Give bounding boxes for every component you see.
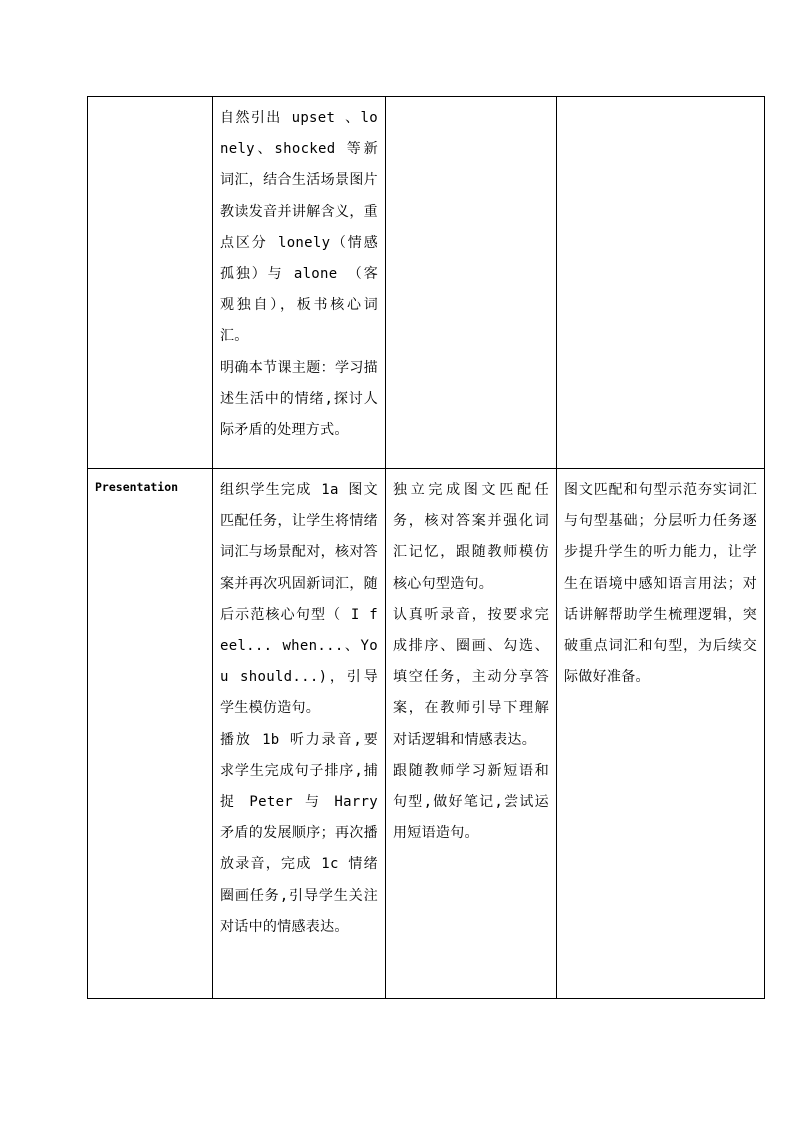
- student-activity-cell: [386, 469, 557, 999]
- teacher-activity-paragraph: 明确本节课主题：学习描述生活中的情绪,探讨人际矛盾的处理方式。: [220, 359, 378, 439]
- teacher-activity-paragraph: 播放 1b 听力录音,要求学生完成句子排序,捕捉 Peter 与 Harry 矛盾的发展顺序；再次播放录音，完成 1c 情绪圈画任务,引导学生关注对话中的情感表达。: [220, 731, 378, 935]
- teacher-activity-cell: [213, 97, 386, 469]
- teacher-activity-cell: [213, 469, 386, 999]
- student-activity-cell: [386, 97, 557, 469]
- design-intent-cell: [557, 97, 765, 469]
- teacher-activity-paragraph: 自然引出 upset 、lonely、shocked 等新词汇，结合生活场景图片教读发音并讲解含义，重点区分 lonely（情感孤独）与 alone （客观独自），板书核心词汇。: [220, 110, 378, 345]
- design-intent-paragraph: 图文匹配和句型示范夯实词汇与句型基础；分层听力任务逐步提升学生的听力能力，让学生在语境中感知语言用法；对话讲解帮助学生梳理逻辑，突破重点词汇和句型，为后续交际做好准备。: [564, 482, 757, 686]
- stage-label: Presentation: [95, 480, 179, 494]
- student-activity-paragraph: 跟随教师学习新短语和句型,做好笔记,尝试运用短语造句。: [393, 762, 549, 842]
- teacher-activity-paragraph: 组织学生完成 1a 图文匹配任务，让学生将情绪词汇与场景配对，核对答案并再次巩固新词汇，随后示范核心句型（ I feel... when...、You should...)，引导学生模仿造句。: [220, 482, 378, 717]
- student-activity-paragraph: 独立完成图文匹配任务，核对答案并强化词汇记忆，跟随教师模仿核心句型造句。: [393, 482, 549, 592]
- stage-cell: [88, 469, 213, 999]
- table-row: [88, 469, 765, 999]
- stage-cell: [88, 97, 213, 469]
- table-row: [88, 97, 765, 469]
- student-activity-paragraph: 认真听录音，按要求完成排序、圈画、勾选、填空任务，主动分享答案，在教师引导下理解对话逻辑和情感表达。: [393, 606, 549, 748]
- design-intent-cell: [557, 469, 765, 999]
- lesson-plan-table: [87, 96, 765, 999]
